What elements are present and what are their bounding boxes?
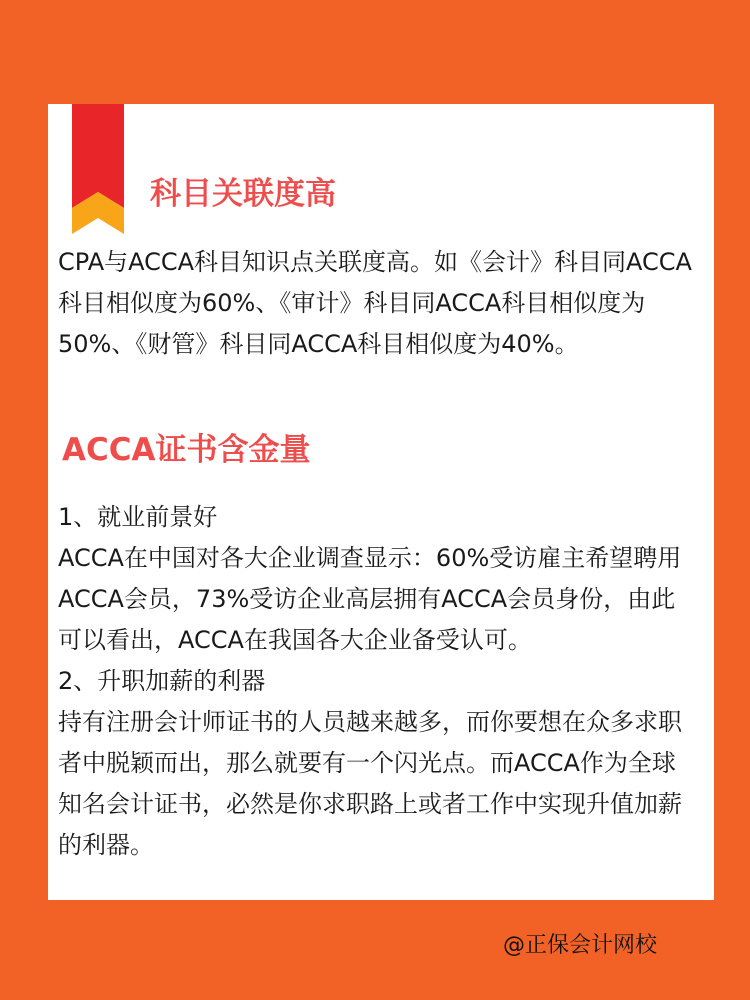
section-body-acca-value bbox=[58, 497, 698, 866]
footer-credit: @正保会计网校 bbox=[503, 933, 658, 958]
section-body-subject-relevance bbox=[58, 242, 698, 365]
section-heading-subject-relevance: 科目关联度高 bbox=[150, 176, 336, 212]
bookmark-ribbon-icon bbox=[72, 104, 124, 234]
point-title: 1、就业前景好 bbox=[58, 503, 218, 531]
section-heading-acca-value: ACCA证书含金量 bbox=[62, 432, 311, 468]
point-body: 持有注册会计师证书的人员越来越多，而你要想在众多求职者中脱颖而出，那么就要有一个闪光点。而ACCA作为全球知名会计证书，必然是你求职路上或者工作中实现升值加薪的利器。 bbox=[58, 708, 682, 859]
paragraph: CPA与ACCA科目知识点关联度高。如《会计》科目同ACCA科目相似度为60%、《审计》科目同ACCA科目相似度为50%、《财管》科目同ACCA科目相似度为40%。 bbox=[58, 248, 692, 358]
point-title: 2、升职加薪的利器 bbox=[58, 667, 266, 695]
point-body: ACCA在中国对各大企业调查显示：60%受访雇主希望聘用ACCA会员，73%受访企业高层拥有ACCA会员身份，由此可以看出，ACCA在我国各大企业备受认可。 bbox=[58, 544, 682, 654]
